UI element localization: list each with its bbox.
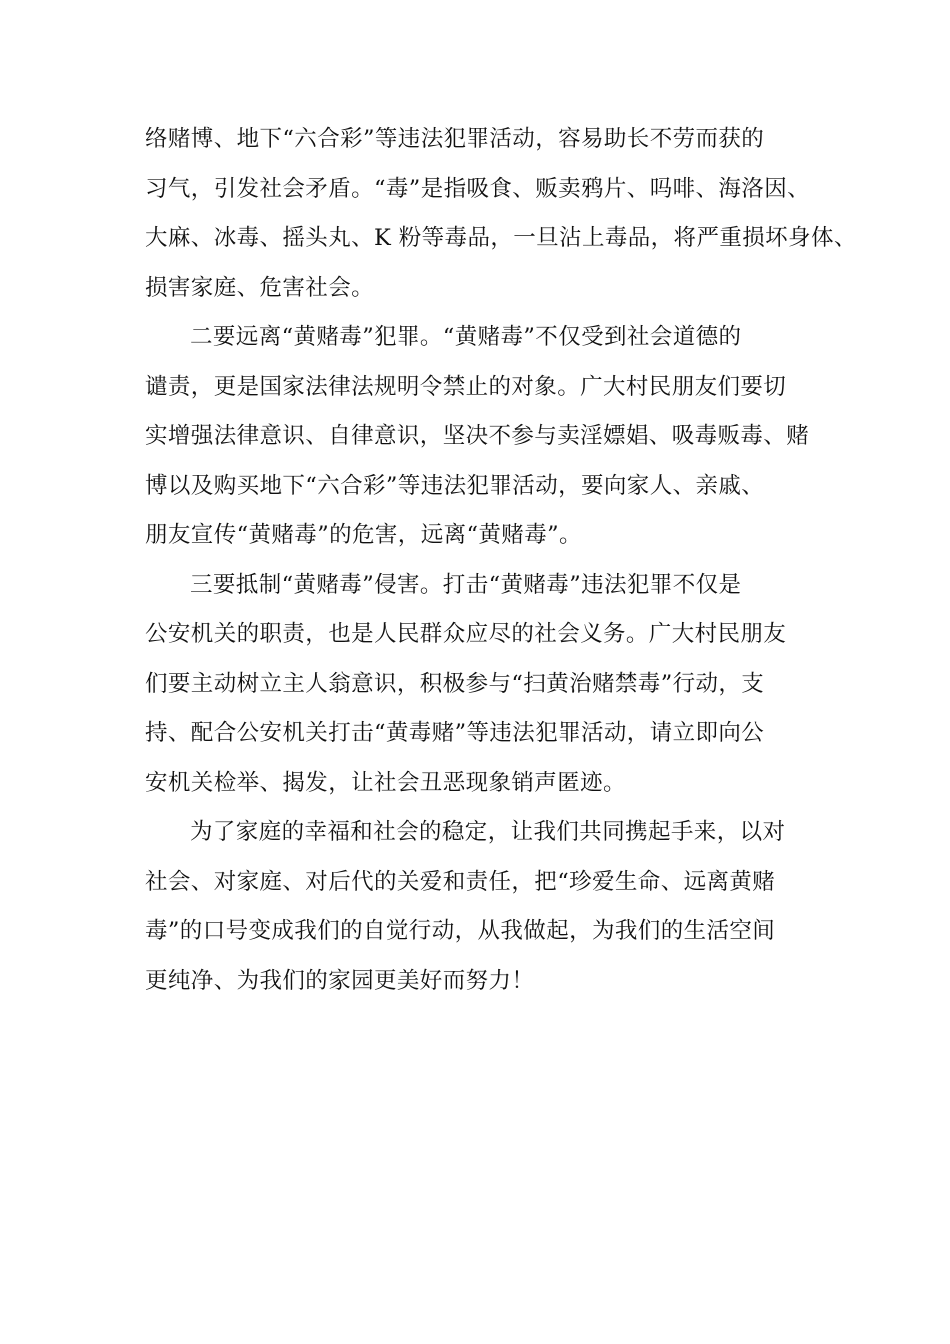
- paragraph-3-first-line: 三要抵制“黄赌毒”侵害。打击“黄赌毒”违法犯罪不仅是: [190, 571, 742, 598]
- text-line: 朋友宣传“黄赌毒”的危害，远离“黄赌毒”。: [145, 522, 582, 548]
- paragraph-2-first-line: 二要远离“黄赌毒”犯罪。“黄赌毒”不仅受到社会道德的: [190, 324, 742, 350]
- text-line: 博以及购买地下“六合彩”等违法犯罪活动，要向家人、亲戚、: [145, 472, 765, 499]
- text-line: 络赌博、地下“六合彩”等违法犯罪活动，容易助长不劳而获的: [145, 126, 765, 152]
- text-line: 大麻、冰毒、摇头丸、K 粉等毒品，一旦沾上毒品，将严重损坏身体、: [145, 225, 857, 251]
- text-line: 们要主动树立主人翁意识，积极参与“扫黄治赌禁毒”行动，支: [145, 670, 765, 697]
- text-line: 损害家庭、危害社会。: [145, 274, 375, 301]
- text-line: 社会、对家庭、对后代的关爱和责任，把“珍爱生命、远离黄赌: [145, 868, 776, 895]
- text-line: 习气，引发社会矛盾。“毒”是指吸食、贩卖鸦片、吗啡、海洛因、: [145, 175, 811, 202]
- text-line: 毒”的口号变成我们的自觉行动，从我做起，为我们的生活空间: [145, 918, 776, 944]
- text-line: 安机关检举、揭发，让社会丑恶现象销声匿迹。: [145, 769, 626, 796]
- paragraph-4-first-line: 为了家庭的幸福和社会的稳定，让我们共同携起手来，以对: [190, 819, 786, 845]
- text-line: 更纯净、为我们的家园更美好而努力！: [145, 967, 535, 994]
- text-line: 谴责，更是国家法律法规明令禁止的对象。广大村民朋友们要切: [145, 373, 787, 400]
- document-body: [145, 115, 857, 1006]
- text-line: 持、配合公安机关打击“黄毒赌”等违法犯罪活动，请立即向公: [145, 720, 765, 746]
- text-line: 公安机关的职责，也是人民群众应尽的社会义务。广大村民朋友: [145, 621, 787, 647]
- text-line: 实增强法律意识、自律意识，坚决不参与卖淫嫖娼、吸毒贩毒、赌: [145, 423, 810, 449]
